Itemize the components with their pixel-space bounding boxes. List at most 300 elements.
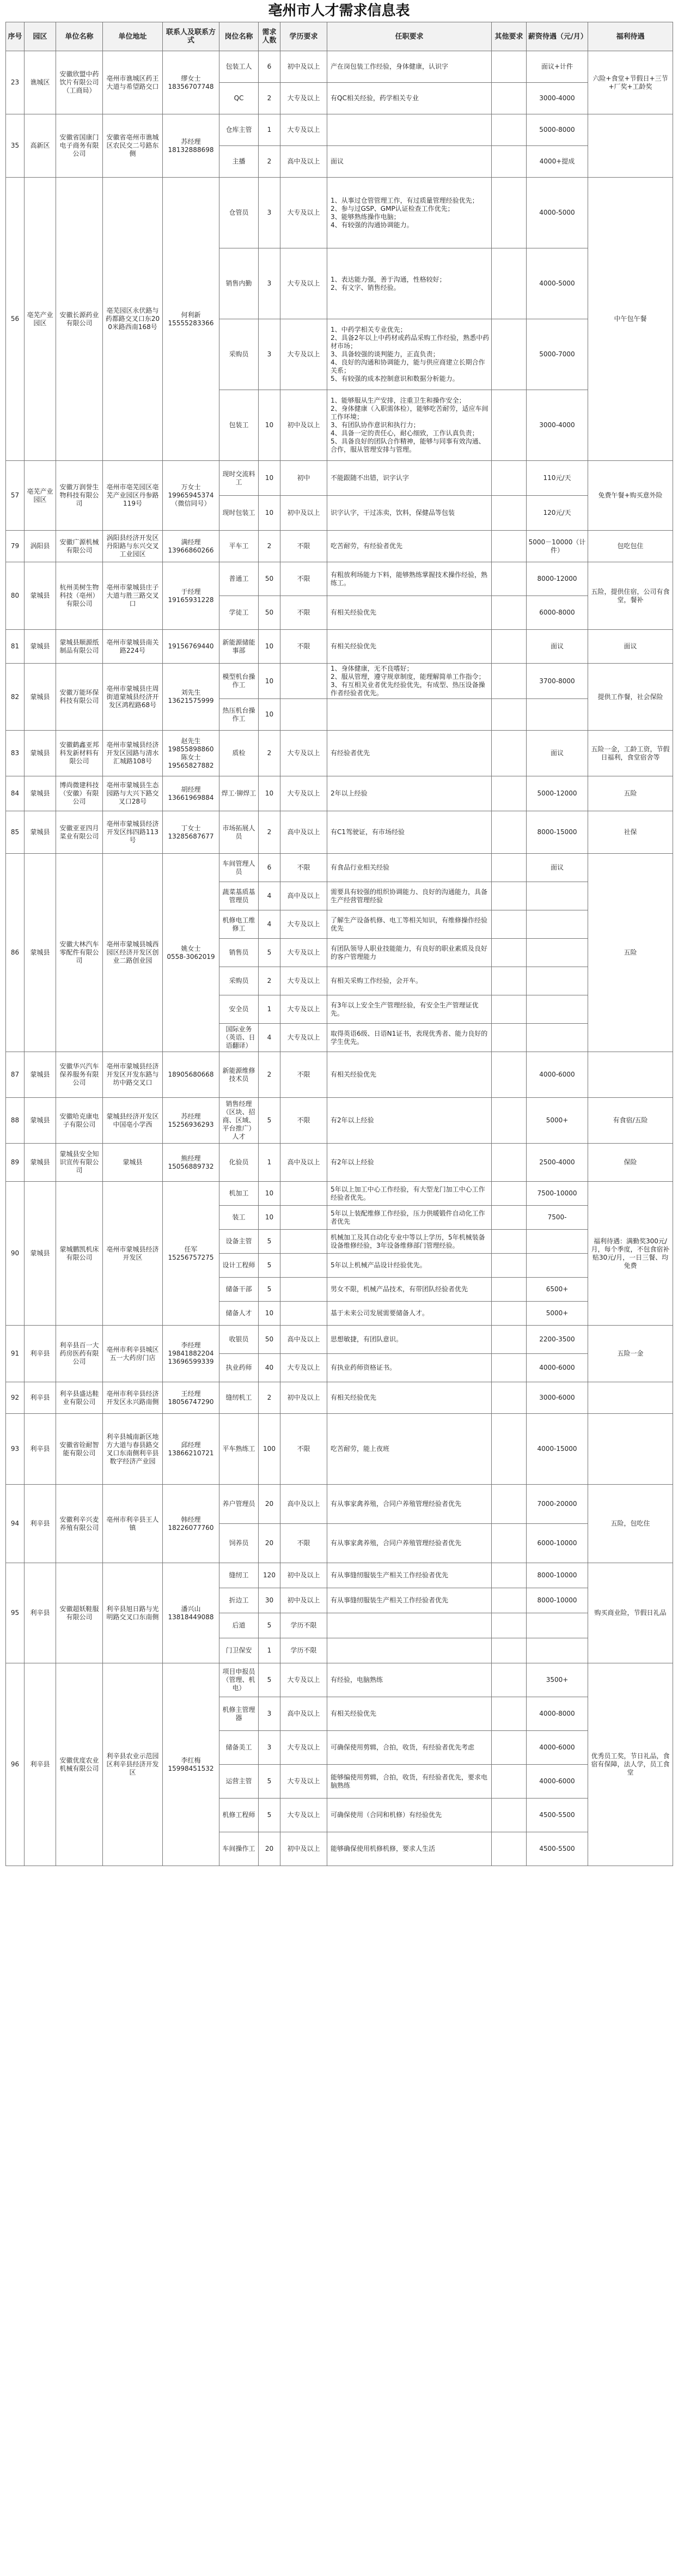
row-address: 亳州市谯城区药王大道与希望路交口 [103,51,163,114]
row-education: 大专及以上 [280,910,327,939]
row-education: 大专及以上 [280,1354,327,1382]
row-requirements: 能够确保使用机修机修，要求人生活 [327,1832,492,1866]
table-row [6,1182,673,1206]
row-benefits: 优秀员工奖，节日礼品，食宿有保障，法人学，员工食堂 [588,1663,673,1866]
row-address: 亳州市蒙城县城西园区经济开发区创业二路创业园 [103,854,163,1052]
row-salary: 4000-6000 [527,1765,588,1799]
row-count: 6 [259,854,280,882]
row-position: 焊工·铆焊工 [219,776,259,811]
row-contact: 姚女士 0558-3062019 [163,854,219,1052]
row-area: 利辛县 [25,1563,56,1663]
table-body [6,51,673,1866]
row-count: 4 [259,1024,280,1052]
row-address: 亳州市蒙城县经济开发区园路与清水汇城路108号 [103,731,163,776]
row-education: 高中及以上 [280,1144,327,1182]
row-count: 100 [259,1414,280,1485]
row-other [492,1638,527,1663]
table-row [6,811,673,854]
row-other [492,114,527,146]
row-other [492,1144,527,1182]
table-row [6,1563,673,1588]
row-number: 83 [6,731,25,776]
row-requirements: 有从事缝纫服装生产相关工作经验者优先 [327,1588,492,1613]
row-education: 学历不限 [280,1638,327,1663]
row-position: 机修主管理器 [219,1697,259,1731]
row-position: 化验员 [219,1144,259,1182]
row-other [492,1230,527,1254]
row-salary: 7500-10000 [527,1182,588,1206]
row-contact: 何利新 15555283366 [163,178,219,461]
row-other [492,1765,527,1799]
row-requirements: 不能跟随不出错，识字认字 [327,461,492,496]
row-count: 5 [259,1278,280,1302]
row-requirements: 有相关经验优先 [327,1052,492,1098]
row-company: 安徽欣盟中药饮片有限公司（工商局） [56,51,103,114]
row-benefits: 五险一金，工龄工资，节假日福利，食堂宿舍等 [588,731,673,776]
row-count: 20 [259,1524,280,1563]
row-count: 10 [259,664,280,699]
header-address: 单位地址 [103,22,163,51]
row-company: 博尚微建科技（安徽）有限公司 [56,776,103,811]
row-education [280,699,327,731]
row-requirements: 1、中药学相关专业优先； 2、具备2年以上中药材或药品采购工作经验，熟悉中药材市场； 3、具备较强的谈判能力，正直负责； 4、良好的沟通和协调能力，能与供应商建立长期合作关系； 5、有较强的成本控制意识和数据分析能力。 [327,319,492,390]
row-count: 10 [259,461,280,496]
row-education: 不限 [280,1052,327,1098]
row-company: 利辛县盛达鞋业有限公司 [56,1382,103,1414]
row-education [280,664,327,699]
row-education: 大专及以上 [280,1663,327,1697]
row-number: 79 [6,531,25,562]
table-row [6,1098,673,1144]
row-contact: 19156769440 [163,630,219,664]
row-area: 蒙城县 [25,731,56,776]
talent-demand-table [5,22,673,1866]
row-benefits: 保险 [588,1144,673,1182]
row-area: 蒙城县 [25,776,56,811]
row-education: 高中及以上 [280,146,327,178]
row-area: 蒙城县 [25,562,56,630]
header-other: 其他要求 [492,22,527,51]
table-row [6,1414,673,1485]
row-salary: 6000-10000 [527,1524,588,1563]
row-position: 执业药师 [219,1354,259,1382]
row-position: 机修工程师 [219,1799,259,1832]
row-position: 门卫保安 [219,1638,259,1663]
row-position: 平车熟练工 [219,1414,259,1485]
row-count: 2 [259,731,280,776]
row-position: 新能源储能事部 [219,630,259,664]
header-education: 学历要求 [280,22,327,51]
row-area: 蒙城县 [25,1052,56,1098]
row-requirements: 有相关经验优先 [327,1697,492,1731]
row-area: 利辛县 [25,1414,56,1485]
row-other [492,882,527,910]
header-salary: 薪资待遇（元/月） [527,22,588,51]
row-position: 车间管理人员 [219,854,259,882]
row-address: 利辛县农业示范园区利辛县经济开发区 [103,1663,163,1866]
row-count: 6 [259,51,280,83]
row-count: 1 [259,1638,280,1663]
row-requirements: 2年以上经验 [327,776,492,811]
row-benefits: 五险，提供住宿，公司有食堂，餐补 [588,562,673,630]
row-position: 饲养员 [219,1524,259,1563]
row-other [492,1414,527,1485]
row-position: 车间操作工 [219,1832,259,1866]
table-row [6,664,673,699]
row-other [492,1326,527,1354]
row-other [492,1588,527,1613]
row-contact: 胡经理 13661969884 [163,776,219,811]
row-company: 蒙城鹏凯机床有限公司 [56,1182,103,1326]
row-requirements: 有相关经验优先 [327,1382,492,1414]
row-other [492,1485,527,1524]
row-education: 大专及以上 [280,967,327,995]
row-area: 蒙城县 [25,1098,56,1144]
row-education: 不限 [280,630,327,664]
row-contact: 任军 15256757275 [163,1182,219,1326]
row-position: 质检 [219,731,259,776]
row-requirements [327,1613,492,1638]
row-salary [527,699,588,731]
row-salary: 4000-6000 [527,1052,588,1098]
row-company: 利辛县百一大药房医药有限公司 [56,1326,103,1382]
row-company: 安徽长源药业有限公司 [56,178,103,461]
row-position: 机加工 [219,1182,259,1206]
row-other [492,1697,527,1731]
row-education: 大专及以上 [280,939,327,967]
row-requirements: 能够编使用剪辑，合拍，收货，有经验者优先，要求电脑熟练 [327,1765,492,1799]
row-contact: 李红梅 15998451532 [163,1663,219,1866]
row-education [280,1206,327,1230]
row-count: 3 [259,1697,280,1731]
row-address: 亳州市蒙城县生态园路与大兴下路交叉口28号 [103,776,163,811]
row-salary [527,1613,588,1638]
row-salary: 5000+ [527,1098,588,1144]
row-position: 平车工 [219,531,259,562]
row-salary [527,1254,588,1278]
header-no: 序号 [6,22,25,51]
row-education: 不限 [280,854,327,882]
row-number: 56 [6,178,25,461]
row-area: 高新区 [25,114,56,178]
row-education: 初中及以上 [280,496,327,531]
row-position: 新能源维修技术员 [219,1052,259,1098]
row-contact: 熊经理 15056889732 [163,1144,219,1182]
row-other [492,854,527,882]
row-education: 不限 [280,1414,327,1485]
row-position: 缝纫机工 [219,1382,259,1414]
row-address: 亳州市蒙城县经济开发区开发东路与坊中路交叉口 [103,1052,163,1098]
table-row [6,1144,673,1182]
row-requirements: 基于未来公司发展需要储备人才。 [327,1302,492,1326]
row-area: 利辛县 [25,1485,56,1563]
row-benefits [588,114,673,178]
row-requirements: 1、能够服从生产安排，注重卫生和操作安全； 2、身体健康（入职需体检），能够吃苦耐劳，适应车间工作环境； 3、有团队协作意识和执行力； 4、具备一定的责任心，耐心细致，工作认真负责； 5、具备良好的团队合作精神，能够与同事有效沟通、合作，服从管理安排与管理。 [327,390,492,461]
row-salary: 6500+ [527,1278,588,1302]
row-salary: 4000-15000 [527,1414,588,1485]
row-other [492,967,527,995]
row-area: 亳芜产业园区 [25,178,56,461]
row-address: 亳州市蒙城县经济开发区 [103,1182,163,1326]
row-count: 5 [259,1663,280,1697]
row-salary: 3700-8000 [527,664,588,699]
row-requirements: 取得英语6级、日语N1证书，表现优秀者、能力良好的学生优先。 [327,1024,492,1052]
row-company: 蒙城县安全知识宣传有限公司 [56,1144,103,1182]
row-position: 养户管理员 [219,1485,259,1524]
row-other [492,461,527,496]
row-area: 蒙城县 [25,664,56,731]
row-other [492,1832,527,1866]
row-requirements [327,1638,492,1663]
row-benefits: 五险 [588,776,673,811]
row-education: 不限 [280,596,327,630]
row-other [492,995,527,1024]
row-contact: 满经理 13966860266 [163,531,219,562]
row-education: 大专及以上 [280,1765,327,1799]
row-number: 85 [6,811,25,854]
row-count: 5 [259,1765,280,1799]
row-other [492,1098,527,1144]
row-other [492,1731,527,1765]
row-education: 高中及以上 [280,882,327,910]
row-other [492,562,527,596]
row-area: 利辛县 [25,1663,56,1866]
row-benefits: 五险 [588,854,673,1052]
row-address: 蒙城县 [103,1144,163,1182]
row-requirements [327,699,492,731]
header-area: 园区 [25,22,56,51]
row-company: 安徽优度农业机械有限公司 [56,1663,103,1866]
row-salary: 4000-6000 [527,1354,588,1382]
row-salary [527,939,588,967]
row-other [492,699,527,731]
row-position: 设备主管 [219,1230,259,1254]
row-other [492,1382,527,1414]
row-position: 项目申报员（管理、机电） [219,1663,259,1697]
row-number: 80 [6,562,25,630]
row-company: 安徽鹤鑫亚邦科发新材料有限公司 [56,731,103,776]
row-requirements: 有相关经验优先 [327,630,492,664]
row-company: 安徽利辛兴麦养殖有限公司 [56,1485,103,1563]
row-count: 10 [259,630,280,664]
row-salary: 2200-3500 [527,1326,588,1354]
table-row [6,51,673,83]
row-contact: 邱经理 13866210721 [163,1414,219,1485]
row-salary: 5000+ [527,1302,588,1326]
row-education: 大专及以上 [280,1799,327,1832]
table-row [6,854,673,882]
row-education: 学历不限 [280,1613,327,1638]
row-salary: 5000-7000 [527,319,588,390]
row-company: 安徽亚亚四月菜业有限公司 [56,811,103,854]
row-count: 50 [259,562,280,596]
row-position: 模型机台操作工 [219,664,259,699]
row-address: 亳州市蒙城县庄周街道蒙城县经济开发区鸿程路68号 [103,664,163,731]
table-header-row [6,22,673,51]
row-number: 35 [6,114,25,178]
row-salary: 4500-5500 [527,1832,588,1866]
row-requirements: 吃苦耐劳，能上夜班 [327,1414,492,1485]
row-area: 蒙城县 [25,854,56,1052]
row-other [492,731,527,776]
row-other [492,496,527,531]
row-education: 初中 [280,461,327,496]
row-requirements: 有QC相关经验，药学相关专业 [327,83,492,114]
row-salary: 面议+计件 [527,51,588,83]
row-education: 不限 [280,1524,327,1563]
table-row [6,178,673,248]
row-other [492,1663,527,1697]
row-other [492,1799,527,1832]
row-count: 10 [259,1182,280,1206]
row-salary: 5000-12000 [527,776,588,811]
row-other [492,811,527,854]
row-other [492,319,527,390]
row-count: 40 [259,1354,280,1382]
row-number: 92 [6,1382,25,1414]
row-number: 81 [6,630,25,664]
row-position: 普通工 [219,562,259,596]
row-requirements: 有粗放利场能力下料，能够熟练掌握技术操作经验，熟练工。 [327,562,492,596]
row-requirements: 有3年以上安全生产管理经验，有安全生产管理证优先。 [327,995,492,1024]
row-requirements: 有食品行业相关经验 [327,854,492,882]
row-number: 94 [6,1485,25,1563]
row-benefits: 购买商业险，节假日礼品 [588,1563,673,1663]
row-salary: 5000－10000（计件） [527,531,588,562]
row-salary: 7500- [527,1206,588,1230]
page-title: 亳州市人才需求信息表 [268,3,410,19]
row-count: 3 [259,1731,280,1765]
row-position: 包装工 [219,390,259,461]
row-contact: 缪女士 18356707748 [163,51,219,114]
row-other [492,1302,527,1326]
row-count: 1 [259,114,280,146]
row-address: 利辛县城南新区地方大道与春县路交叉口东南侧利辛县数字经济产业园 [103,1414,163,1485]
row-position: 折边工 [219,1588,259,1613]
row-contact: 苏经理 18132888698 [163,114,219,178]
row-education: 不限 [280,531,327,562]
row-position: 装工 [219,1206,259,1230]
row-count: 10 [259,1206,280,1230]
row-position: 现时交流料工 [219,461,259,496]
row-number: 84 [6,776,25,811]
row-requirements: 有2年以上经验 [327,1098,492,1144]
row-benefits: 免费午餐+购买意外险 [588,461,673,531]
row-salary [527,1638,588,1663]
row-count: 2 [259,531,280,562]
row-number: 91 [6,1326,25,1382]
row-requirements: 了解生产设备机修、电工等相关知识，有维修操作经验优先 [327,910,492,939]
row-position: 销售内勤 [219,248,259,319]
row-position: 设计工程师 [219,1254,259,1278]
row-education [280,1182,327,1206]
row-other [492,531,527,562]
row-count: 2 [259,1052,280,1098]
row-salary [527,910,588,939]
row-requirements: 机械加工及其自动化专业中等以上学历，5年机械装备设备维修经验，3年设备维修部门管理经验。 [327,1230,492,1254]
row-education: 不限 [280,1098,327,1144]
row-company: 安徽超妖鞋服有限公司 [56,1563,103,1663]
row-requirements: 可确保使用（合同和机修）有经验优先 [327,1799,492,1832]
row-salary [527,882,588,910]
row-other [492,390,527,461]
row-benefits [588,1052,673,1098]
row-count: 5 [259,1613,280,1638]
row-address: 亳州市蒙城县庄子大道与胜三路交叉口 [103,562,163,630]
row-education: 初中及以上 [280,51,327,83]
row-other [492,1278,527,1302]
row-position: 安全员 [219,995,259,1024]
row-address: 亳芜园区永伏路与药都路交叉口东200米路西南168号 [103,178,163,461]
table-row [6,630,673,664]
table-row [6,731,673,776]
row-benefits: 六险+食堂+节假日+三节+厂奖+工龄奖 [588,51,673,114]
row-address: 亳州市利辛县经济开发区永兴路南侧 [103,1382,163,1414]
row-salary: 8000-12000 [527,562,588,596]
row-count: 10 [259,1302,280,1326]
row-area: 涡阳县 [25,531,56,562]
table-row [6,776,673,811]
row-salary: 4000-5000 [527,178,588,248]
row-education: 初中及以上 [280,1382,327,1414]
row-education [280,1302,327,1326]
row-number: 87 [6,1052,25,1098]
row-requirements: 思想敏捷，有团队意识。 [327,1326,492,1354]
row-salary: 面议 [527,854,588,882]
row-count: 2 [259,1382,280,1414]
table-row [6,1052,673,1098]
row-education: 不限 [280,562,327,596]
row-education: 大专及以上 [280,1731,327,1765]
row-requirements: 面议 [327,146,492,178]
row-position: 热压机台操作工 [219,699,259,731]
row-requirements: 有经验，电脑熟练 [327,1663,492,1697]
row-contact: 丁女士 13285687677 [163,811,219,854]
row-education: 高中及以上 [280,1697,327,1731]
row-other [492,51,527,83]
row-contact: 于经理 19165931228 [163,562,219,630]
row-requirements: 有C1驾驶证，有市场经验 [327,811,492,854]
row-count: 5 [259,1799,280,1832]
row-salary: 面议 [527,731,588,776]
row-address: 亳州市亳芜园区亳芜产业园区丹参路119号 [103,461,163,531]
row-other [492,1524,527,1563]
table-row [6,1663,673,1697]
row-education: 高中及以上 [280,1485,327,1524]
row-address: 亳州市蒙城县经济开发区纬四路113号 [103,811,163,854]
row-requirements: 有2年以上经验 [327,1144,492,1182]
row-position: 蔬菜基质基管理员 [219,882,259,910]
row-benefits: 包吃包住 [588,531,673,562]
row-position: 机修电工维修工 [219,910,259,939]
row-salary: 4000-8000 [527,1697,588,1731]
row-address: 亳州市利辛县城区五一大药房门店 [103,1326,163,1382]
row-count: 5 [259,1230,280,1254]
row-other [492,146,527,178]
row-requirements: 有执业药师资格证书。 [327,1354,492,1382]
row-benefits: 福利待遇：满勤奖300元/月，每个季度，不包食宿补贴30元/月，一日三餐、均免费 [588,1182,673,1326]
row-company: 安徽万能环保科技有限公司 [56,664,103,731]
row-requirements: 1、从事过仓管管理工作，有过质量管理经验优先； 2、参与过GSP、GMP认证检查工作优先； 3、能够熟练操作电脑； 4、有较强的沟通协调能力。 [327,178,492,248]
header-company: 单位名称 [56,22,103,51]
row-count: 30 [259,1588,280,1613]
row-count: 5 [259,1098,280,1144]
row-other [492,1206,527,1230]
row-area: 利辛县 [25,1326,56,1382]
header-count: 需求人数 [259,22,280,51]
row-count: 10 [259,496,280,531]
row-other [492,1182,527,1206]
